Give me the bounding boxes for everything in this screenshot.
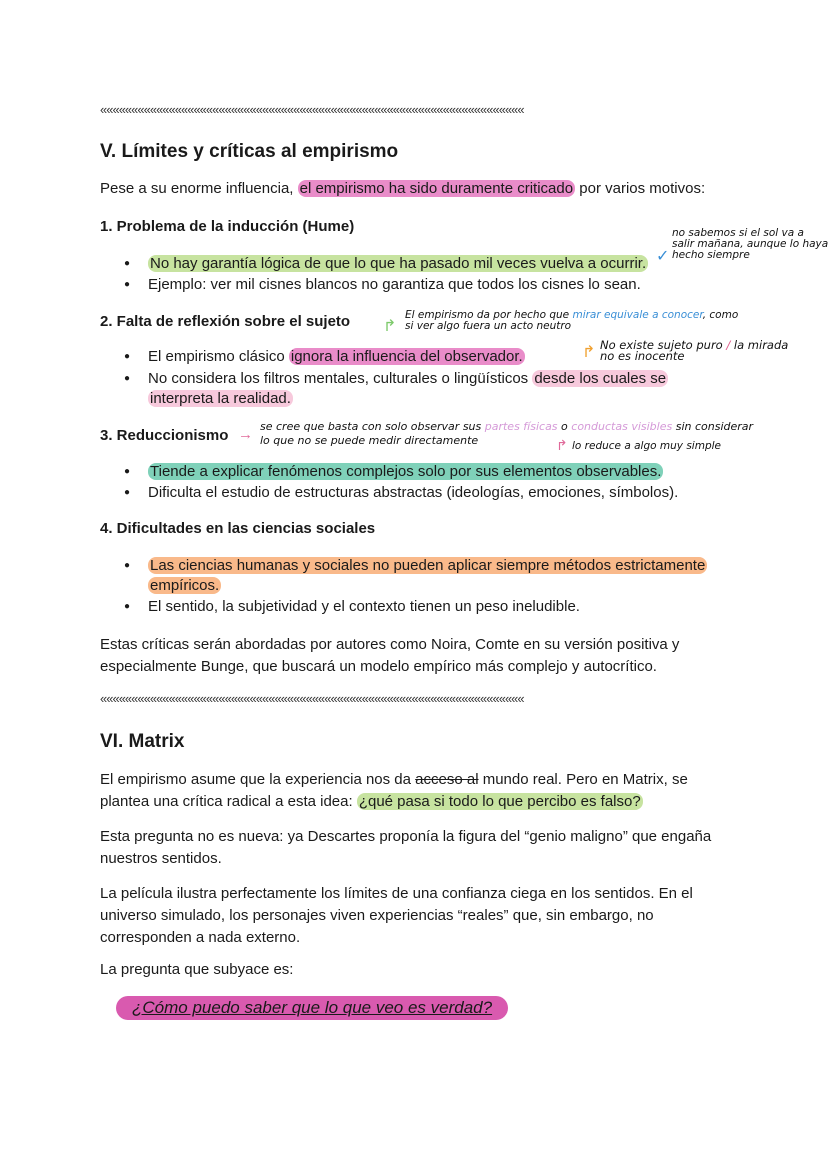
- section-title: VI. Matrix: [100, 731, 185, 752]
- note-text: , como: [702, 309, 739, 321]
- line: La película ilustra perfectamente los límites de una confianza ciega en los sentidos. En el: [100, 885, 693, 902]
- line: Estas críticas serán abordadas por autores como Noira, Comte en su versión positiva y: [100, 636, 680, 653]
- note-text: se cree que basta con solo observar sus: [260, 420, 485, 433]
- strikethrough-text: acceso al: [415, 771, 479, 788]
- line: universo simulado, los personajes viven experiencias “reales” que, sin embargo, no: [100, 907, 654, 924]
- note-text: partes físicas: [484, 420, 558, 433]
- note-text: o: [557, 420, 572, 433]
- paragraph: [100, 634, 679, 678]
- text: El empirismo clásico: [148, 348, 289, 365]
- note-line: salir mañana, aunque lo haya: [672, 238, 828, 250]
- note-text: No existe sujeto puro: [600, 338, 727, 352]
- line: Esta pregunta no es nueva: ya Descartes proponía la figura del “genio maligno” que engaña: [100, 828, 712, 845]
- bullet: [148, 348, 525, 365]
- point-title: 2. Falta de reflexión sobre el sujeto: [100, 313, 351, 330]
- bullet: [148, 557, 707, 574]
- highlighted-question: ¿Cómo puedo saber que lo que veo es verdad?: [116, 996, 508, 1020]
- paragraph: [100, 883, 693, 949]
- note-text: conductas visibles: [571, 420, 673, 433]
- bullet: ● Ejemplo: ver mil cisnes blancos no garantiza que todos los cisnes lo sean.: [148, 276, 641, 293]
- note-text: mirar equivale a conocer: [572, 309, 703, 321]
- bullet-continuation: [148, 390, 293, 407]
- highlight: ignora la influencia del observador.: [290, 348, 523, 365]
- intro: [100, 180, 705, 197]
- text: No considera los filtros mentales, culturales o lingüísticos: [148, 370, 533, 387]
- paragraph: [100, 769, 688, 813]
- arrow-icon: ↱: [383, 318, 397, 335]
- separator: ««««««««««««««««««««««««««««««««««««««««««««««««««««««««««««««««««««: [100, 102, 524, 117]
- line: corresponden a nada externo.: [100, 929, 301, 946]
- note-text: sin considerar: [672, 420, 754, 433]
- point-title: 4. Dificultades en las ciencias sociales: [100, 520, 376, 537]
- highlight: No hay garantía lógica de que lo que ha pasado mil veces vuelva a ocurrir.: [150, 255, 647, 272]
- highlight: ¿qué pasa si todo lo que percibo es falso?: [358, 793, 641, 810]
- point-title: 3. Reduccionismo: [100, 427, 229, 444]
- paragraph: [100, 826, 711, 870]
- note-text: El empirismo da por hecho que: [405, 309, 573, 321]
- point-title: 1. Problema de la inducción (Hume): [100, 218, 355, 235]
- text: Pese a su enorme influencia,: [100, 180, 298, 197]
- separator: ««««««««««««««««««««««««««««««««««««««««««««««««««««««««««««««««««««: [100, 691, 524, 706]
- note-line: hecho siempre: [672, 249, 750, 261]
- note-line: si ver algo fuera un acto neutro: [405, 320, 572, 332]
- highlight: interpreta la realidad.: [150, 390, 291, 407]
- arrow-icon: ↱: [556, 437, 568, 453]
- handwritten-note: [405, 310, 738, 332]
- handwritten-note: [672, 228, 828, 261]
- text: mundo real. Pero en Matrix, se: [478, 771, 688, 788]
- section-title: V. Límites y críticas al empirismo: [100, 141, 399, 162]
- text: El empirismo asume que la experiencia nos da: [100, 771, 416, 788]
- note-text: /: [726, 338, 731, 352]
- bullet: [148, 255, 648, 272]
- arrow-icon: ↱: [582, 344, 596, 361]
- bullet: [148, 370, 668, 387]
- highlight: Las ciencias humanas y sociales no pueden aplicar siempre métodos estrictamente: [150, 557, 706, 574]
- note-line: no es inocente: [600, 349, 685, 363]
- line: nuestros sentidos.: [100, 850, 222, 867]
- handwritten-note: lo reduce a algo muy simple: [572, 440, 721, 452]
- arrow-icon: →: [238, 426, 253, 443]
- line: especialmente Bunge, que buscará un modelo empírico más complejo y autocrítico.: [100, 658, 657, 675]
- note-text: la mirada: [730, 338, 789, 352]
- highlight: empíricos.: [150, 577, 220, 594]
- bullet-continuation: [148, 577, 221, 594]
- bullet: ● Dificulta el estudio de estructuras abstractas (ideologías, emociones, símbolos).: [148, 484, 678, 501]
- text: por varios motivos:: [575, 180, 706, 197]
- highlight: desde los cuales se: [534, 370, 667, 387]
- note-line: no sabemos si el sol va a: [672, 227, 804, 239]
- highlight: Tiende a explicar fenómenos complejos solo por sus elementos observables.: [150, 463, 662, 480]
- check-icon: ✓: [656, 248, 670, 265]
- text: plantea una crítica radical a esta idea:: [100, 793, 357, 810]
- highlight: el empirismo ha sido duramente criticado: [299, 180, 574, 197]
- note-line: lo que no se puede medir directamente: [260, 434, 479, 447]
- bullet: [148, 463, 663, 480]
- paragraph: La pregunta que subyace es:: [100, 961, 294, 978]
- handwritten-note: [600, 340, 788, 362]
- bullet: ● El sentido, la subjetividad y el contexto tienen un peso ineludible.: [148, 598, 580, 615]
